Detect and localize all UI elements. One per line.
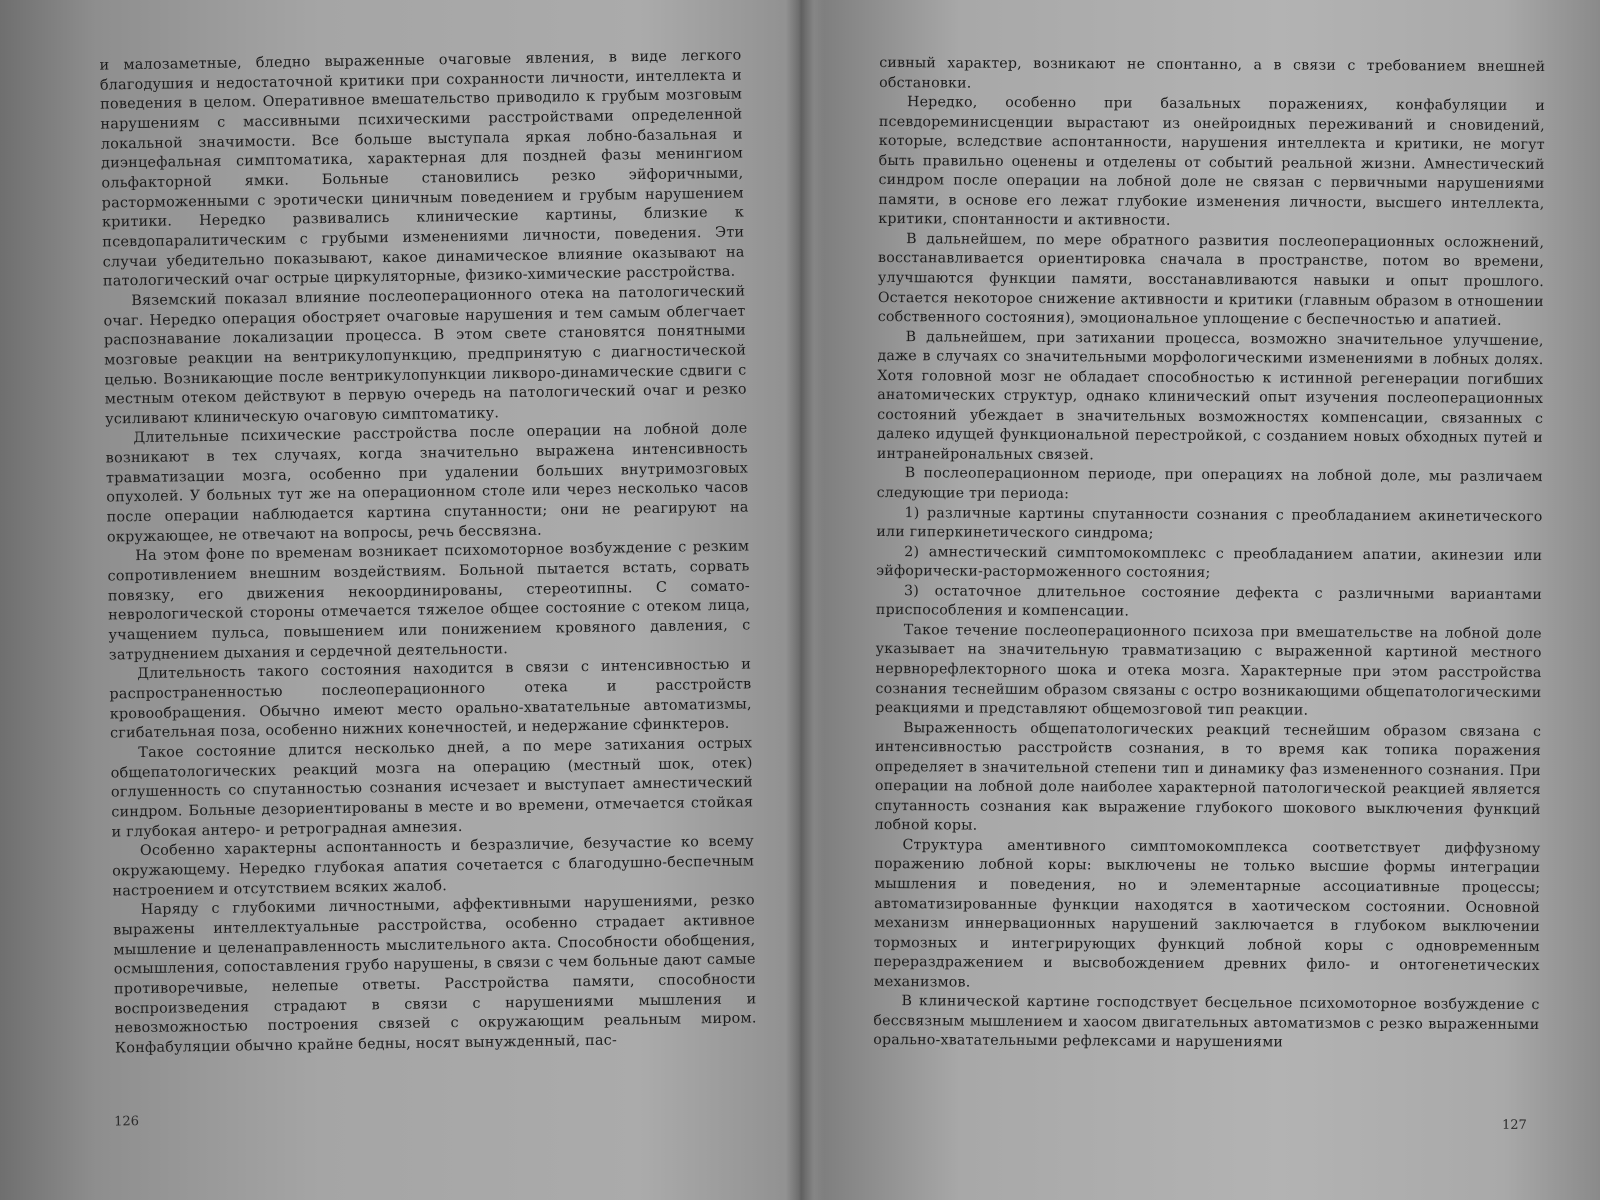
paragraph: 2) амнестический симптомокомплекс с преобладанием апатии, акинезии или эйфорически-расторможенного состояния; [876,543,1543,582]
paragraph: В послеоперационном периоде, при операциях на лобной доле, мы различаем следующие три периода: [876,465,1543,503]
paragraph: В дальнейшем, при затихании процесса, возможно значительное улучшение, даже в случаях со значительными морфологическими изменениями в лобных долях. Хотя головной мозг не обладает способностью к истинной регенерации погибших анатомических структур, однако клинический опыт изучения послеоперационных состояний убеждает в значительных возможностях компенсации, связанных с далеко идущей функциональной перестройкой, с созданием новых обходных путей и интранейрональных связей. [876,328,1544,464]
paragraph: В клинической картине господствует бесцельное психомоторное возбуждение с бессвязным мышлением и хаосом двигательных автоматизмов с резко выраженными орально-хватательными рефлексами и нарушениями [873,993,1540,1051]
paragraph: 3) остаточное длительное состояние дефекта с различными вариантами приспособления и компенсации. [875,582,1543,620]
paragraph: Нередко, особенно при базальных поражениях, конфабуляции и псевдореминисценции вырастают из онейроидных переживаний и сновидений, которые, вследствие аспонтанности, нарушения интеллекта и критики, не могут быть правильно оценены и отделены от событий реальной жизни. Амнестический синдром после операции на лобной доле не связан с первичными нарушениями памяти, в основе его лежат глубокие изменения личности, высшего интеллекта, критики, спонтанности и активности. [878,94,1546,230]
left-page-text [99,46,757,1058]
paragraph: Такое течение послеоперационного психоза при вмешательстве на лобной доле указывает на значительную травматизацию с выраженной картиной местного нервнорефлекторного шока и отека мозга. Характерные при этом расстройства сознания теснейшим образом связаны с остро возникающими общепатологическими реакциями и представляют общемозговой тип реакции. [875,622,1542,719]
paragraph: В дальнейшем, по мере обратного развития послеоперационных осложнений, восстанавливается ориентировка сначала в пространстве, потом во времени, улучшаются функции памяти, восстанавливаются навыки и опыт прошлого. Остается некоторое снижение активности и критики (главным образом в отношении собственного состояния), эмоциональное уплощение с беспечностью и апатией. [877,231,1545,329]
paragraph: На этом фоне по временам возникает психомоторное возбуждение с резким сопротивлением внешним воздействиям. Больной пытается встать, сорвать повязку, его движения некоординированы, стереотипны. С сомато-неврологической стороны отмечается тяжелое общее состояние с отеком лица, учащением пульса, повышением или понижением кровяного давления, с затруднением дыхания и сердечной деятельности. [107,538,751,664]
paragraph: Вяземский показал влияние послеоперационного отека на патологический очаг. Нередко операция обостряет очаговые нарушения и тем самым облегчает распознавание локализации процесса. В этом свете становятся понятными мозговые реакции на вентрикулопункцию, предпринятую с диагностической целью. Возникающие после вентрикулопункции ликворо-динамические сдвиги с местным отеком действуют в первую очередь на патологический очаг и резко усиливают клиническую очаговую симптоматику. [103,283,747,428]
paragraph: Длительность такого состояния находится в связи с интенсивностью и распространенностью послеоперационного отека и расстройств кровообращения. Обычно имеют место орально-хватательные автоматизмы, сгибательная поза, особенно нижних конечностей, и недержание сфинктеров. [109,656,752,742]
paragraph: Выраженность общепатологических реакций теснейшим образом связана с интенсивностью расстройств сознания, в то время как топика поражения определяет в значительной степени тип и динамику фаз измененного сознания. При операции на лобной доле наиболее характерной патологической реакцией является спутанность сознания как выражение глубокого шокового выключения функций лобной коры. [874,719,1542,834]
paragraph: Структура аментивного симптомокомплекса соответствует диффузному поражению лобной коры: выключены не только высшие формы интеграции мышления и поведения, но и элементарные ассоциативные процессы; автоматизированные функции находятся в хаотическом состоянии. Основной механизм иннервационных нарушений заключается в глубоком выключении тормозных и интегрирующих функций лобной коры с одновременным перераздражением и высвобождением древних фило- и онтогенетических механизмов. [873,837,1541,991]
right-page-number: 127 [1501,1117,1527,1133]
left-page-number: 126 [114,1114,140,1130]
right-page-text [873,54,1545,1055]
paragraph: 1) различные картины спутанности сознания с преобладанием акинетического или гиперкинетического синдрома; [876,504,1543,542]
paragraph: Особенно характерны аспонтанность и безразличие, безучастие ко всему окружающему. Нередко глубокая апатия сочетается с благодушно-беспечным настроением и отсутствием всяких жалоб. [112,833,755,900]
left-page [0,0,799,1200]
paragraph: Наряду с глубокими личностными, аффективными нарушениями, резко выражены интеллектуальные расстройства, особенно страдает активное мышление и целенаправленность мыслительного акта. Способности обобщения, осмышления, сопоставления грубо нарушены, в связи с чем больные дают самые противоречивые, нелепые ответы. Расстройства памяти, способности воспроизведения страдают в связи с нарушениями мышления и невозможностью построения связей с окружающим реальным миром. Конфабуляции обычно крайне бедны, носят вынужденный, пас- [113,892,757,1057]
paragraph: и малозаметные, бледно выраженные очаговые явления, в виде легкого благодушия и недостаточной критики при сохранности личности, интеллекта и поведения в целом. Оперативное вмешательство приводило к грубым мозговым нарушениям с массивными психическими расстройствами определенной локальной значимости. Все больше выступала яркая лобно-базальная и диэнцефальная симптоматика, характерная для поздней фазы менингиом ольфакторной ямки. Больные становились резко эйфоричными, расторможенными с эротически циничным поведением и грубым нарушением критики. Нередко развивались клинические картины, близкие к псевдопаралитическим с грубыми изменениями личности, поведения. Эти случаи убедительно показывают, какое динамическое влияние оказывают на патологический очаг острые циркуляторные, физико-химические расстройства. [99,47,745,290]
right-page [810,0,1600,1200]
paragraph: Длительные психические расстройства после операции на лобной доле возникают в тех случаях, когда значительно выражена интенсивность травматизации мозга, особенно при удалении больших внутримозговых опухолей. У больных тут же на операционном столе или через несколько часов после операции наблюдается картина спутанности; они не реагируют на окружающее, не отвечают на вопросы, речь бессвязна. [105,420,749,546]
paragraph: Такое состояние длится несколько дней, а по мере затихания острых общепатологических реакций мозга на операцию (местный шок, отек) оглушенность со спутанностью сознания исчезает и выступает амнестический синдром. Больные дезориентированы в месте и во времени, отмечается стойкая и глубокая антеро- и ретроградная амнезия. [110,735,754,841]
paragraph: сивный характер, возникают не спонтанно, а в связи с требованием внешней обстановки. [879,54,1546,92]
